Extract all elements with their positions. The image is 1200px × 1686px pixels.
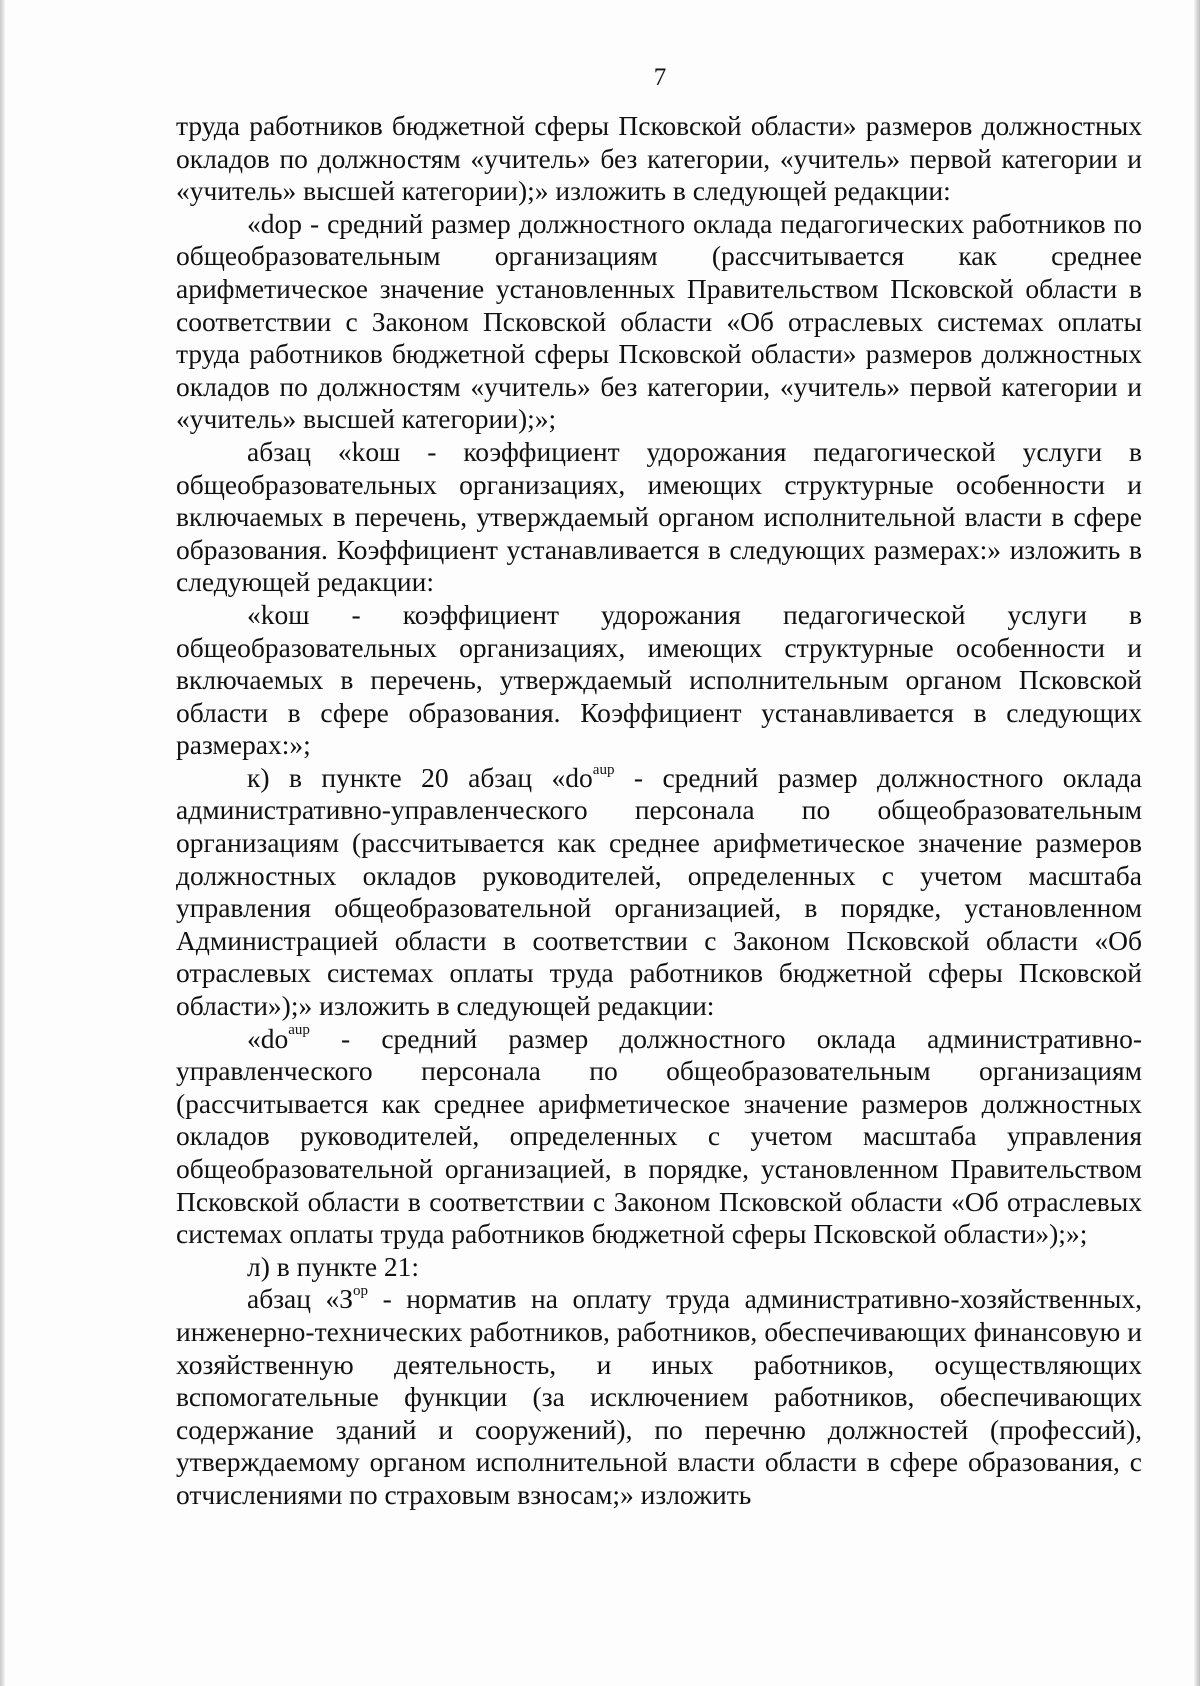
paragraph-6 (176, 1023, 1142, 1251)
scan-edge-right (1194, 0, 1200, 1686)
paragraph-8-after: - норматив на оплату труда административно-хозяйственных, инженерно-технических работников, работников, обеспечивающих финансовую и хозяйственную деятельность, и иных работников, осуществляющих вспомогательные функции (за исключением работников, обеспечивающих содержание зданий и сооружений), по перечню должностей (профессий), утверждаемому органом исполнительной власти области в сфере образования, с отчислениями по страховым взносам;» изложить (176, 1283, 1142, 1510)
paragraph-6-after: - средний размер должностного оклада административно-управленческого персонала по общеобразовательным организациям (рассчитывается как среднее арифметическое значение размеров должностных окладов руководителей, определенных с учетом масштаба управления общеобразовательной организацией, в порядке, установленном Правительством Псковской области в соответствии с Законом Псковской области «Об отраслевых системах оплаты труда работников бюджетной сферы Псковской области»);»; (176, 1022, 1142, 1250)
superscript-aup: aup (592, 761, 615, 778)
paragraph-1: труда работников бюджетной сферы Псковской области» размеров должностных окладов по должностям «учитель» без категории, «учитель» первой категории и «учитель» высшей категории);» изложить в следующей редакции: (176, 110, 1142, 207)
paragraph-5 (176, 762, 1142, 1023)
scan-edge-left (0, 0, 5, 1686)
paragraph-4: «kош - коэффициент удорожания педагогической услуги в общеобразовательных организациях, имеющих структурные особенности и включаемых в перечень, утверждаемый исполнительным органом Псковской области в сфере образования. Коэффициент устанавливается в следующих размерах:»; (176, 598, 1142, 761)
paragraph-2: «dop - средний размер должностного оклада педагогических работников по общеобразовательным организациям (рассчитывается как среднее арифметическое значение установленных Правительством Псковской области в соответствии с Законом Псковской области «Об отраслевых системах оплаты труда работников бюджетной сферы Псковской области» размеров должностных окладов по должностям «учитель» без категории, «учитель» первой категории и «учитель» высшей категории);»; (176, 207, 1142, 435)
paragraph-5-before: к) в пункте 20 абзац «do (247, 761, 593, 793)
superscript-aup: aup (288, 1022, 310, 1039)
document-body (176, 110, 1142, 1512)
paragraph-8 (176, 1283, 1142, 1511)
paragraph-8-before: абзац «З (247, 1283, 354, 1315)
paragraph-7: л) в пункте 21: (247, 1250, 420, 1282)
paragraph-3: абзац «kош - коэффициент удорожания педагогической услуги в общеобразовательных организациях, имеющих структурные особенности и включаемых в перечень, утверждаемый органом исполнительной власти в сфере образования. Коэффициент устанавливается в следующих размерах:» изложить в следующей редакции: (176, 435, 1142, 598)
page-number: 7 (653, 64, 667, 91)
paragraph-5-after: - средний размер должностного оклада административно-управленческого персонала по общеобразовательным организациям (рассчитывается как среднее арифметическое значение размеров должностных окладов руководителей, определенных с учетом масштаба управления общеобразовательной организацией, в порядке, установленном Администрацией области в соответствии с Законом Псковской области «Об отраслевых системах оплаты труда работников бюджетной сферы Псковской области»);» изложить в следующей редакции: (176, 761, 1142, 1022)
superscript-op: ор (353, 1283, 369, 1300)
paragraph-6-before: «do (247, 1022, 289, 1054)
